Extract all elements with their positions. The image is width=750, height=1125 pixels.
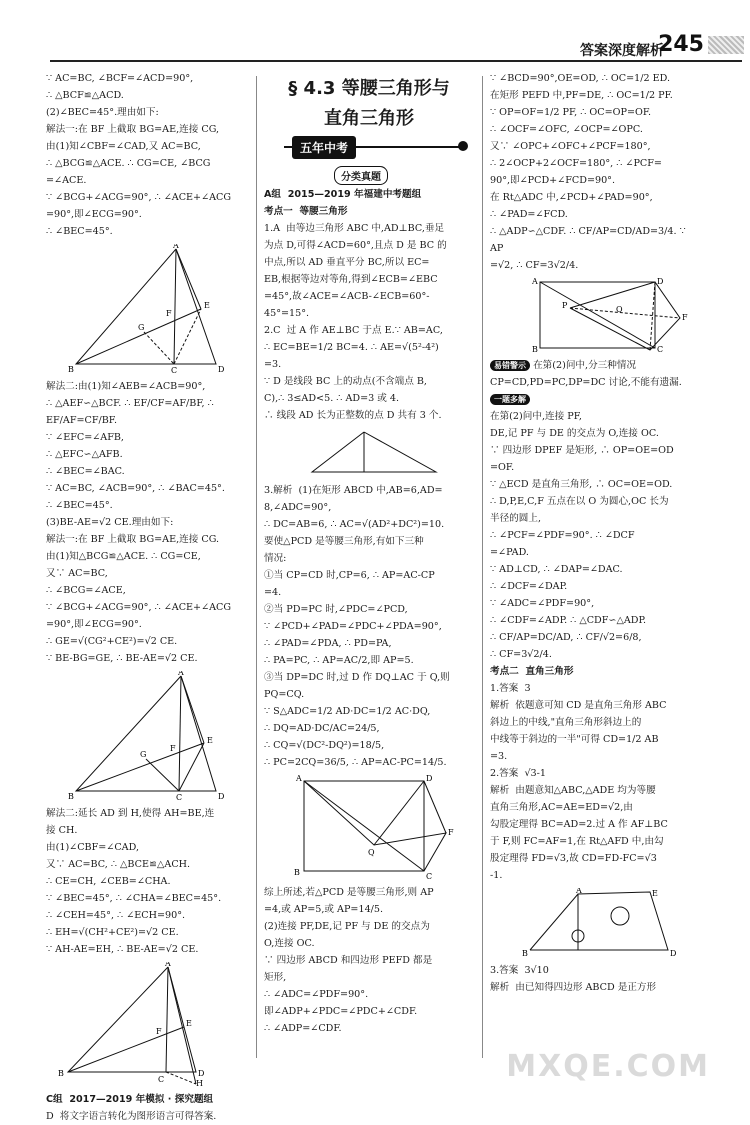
text-block — [264, 220, 474, 424]
text-line: 半径的圆上, — [490, 513, 542, 524]
column-middle — [264, 70, 474, 1037]
tip-tag-multi: 一题多解 — [490, 394, 530, 405]
svg-text:C: C — [171, 366, 178, 374]
column-right — [490, 70, 700, 996]
text-block — [490, 408, 700, 663]
column-left — [46, 70, 246, 1125]
text-line: (3)BE-AE=√2 CE.理由如下: — [46, 517, 174, 528]
svg-text:A: A — [532, 278, 538, 286]
text-line: ∵ AC=BC, ∠BCF=∠ACD=90°, — [46, 73, 194, 84]
text-line: 综上所述,若△PCD 是等腰三角形,则 AP — [264, 887, 434, 898]
svg-text:G: G — [140, 750, 147, 759]
text-line: ∴ △BCF≌△ACD. — [46, 90, 124, 101]
text-line: ∴ ∠BEC=∠BAC. — [46, 466, 125, 477]
text-line: ∴ 线段 AD 长为正整数的点 D 共有 3 个. — [264, 410, 442, 421]
text-line: 为点 D,可得∠ACD=60°,且点 D 是 BC 的 — [264, 240, 447, 251]
text-line: ∵ AH-AE=EH, ∴ BE-AE=√2 CE. — [46, 944, 199, 955]
svg-text:C: C — [426, 872, 433, 880]
text-line: 股定理得 FD=√3,故 CD=FD-FC=√3 — [490, 853, 657, 864]
text-line: ∵ S△ADC=1/2 AD·DC=1/2 AC·DQ, — [264, 706, 431, 717]
text-line: 由(1)知△BCG≌△ACE. ∴ CG=CE, — [46, 551, 201, 562]
watermark: MXQE.COM — [506, 1049, 710, 1084]
text-line: 又∵ AC=BC, ∴ △BCE≌△ACH. — [46, 859, 191, 870]
text-line: ②当 PD=PC 时,∠PDC=∠PCD, — [264, 604, 408, 615]
text-line: ∵ ∠BCG+∠ACG=90°, ∴ ∠ACE+∠ACG — [46, 602, 232, 613]
text-line: ∵ OP=OF=1/2 PF, ∴ OC=OP=OF. — [490, 107, 652, 118]
text-line: ∴ 2∠OCP+2∠OCF=180°, ∴ ∠PCF= — [490, 158, 662, 169]
text-block — [46, 378, 246, 667]
section-title: § 4.3 等腰三角形与 — [288, 78, 450, 99]
text-line: =4. — [264, 587, 282, 598]
text-line: ∴ CF=3√2/4. — [490, 649, 552, 660]
text-line: ∵ ∠BCD=90°,OE=OD, ∴ OC=1/2 ED. — [490, 73, 671, 84]
text-line: =∠ACE. — [46, 175, 87, 186]
page-header — [0, 0, 750, 70]
svg-text:H: H — [196, 1079, 203, 1087]
triangle-figure-1 — [46, 244, 246, 374]
text-line: ∵ AC=BC, ∠ACB=90°, ∴ ∠BAC=45°. — [46, 483, 225, 494]
svg-text:F: F — [166, 309, 172, 318]
text-line: 中线等于斜边的一半"可得 CD=1/2 AB — [490, 734, 659, 745]
rectangle-figure-1 — [264, 775, 474, 880]
text-line: =3. — [264, 359, 282, 370]
text-line: ③当 DP=DC 时,过 D 作 DQ⊥AC 于 Q,则 — [264, 672, 450, 683]
text-line: ∵ AD⊥CD, ∴ ∠DAP=∠DAC. — [490, 564, 623, 575]
text-line: ∴ ∠ADC=∠PDF=90°. — [264, 989, 369, 1000]
text-line: 由(1)知∠CBF=∠CAD,又 AC=BC, — [46, 141, 201, 152]
category-tag: 分类真题 — [334, 166, 388, 185]
text-line: ∴ △BCG≌△ACE. ∴ CG=CE, ∠BCG — [46, 158, 211, 169]
text-line: 要使△PCD 是等腰三角形,有如下三种 — [264, 536, 424, 547]
svg-text:E: E — [652, 889, 658, 898]
svg-text:F: F — [682, 313, 688, 322]
text-line: (2)∠BEC=45°.理由如下: — [46, 107, 159, 118]
text-line: PQ=CQ. — [264, 689, 305, 700]
text-line: ∵ ∠EFC=∠AFB, — [46, 432, 124, 443]
text-line: ∴ △EFC∽△AFB. — [46, 449, 123, 460]
svg-text:E: E — [207, 736, 213, 745]
text-line: 在第(2)问中,连接 PF, — [490, 411, 582, 422]
text-line: 1.A 由等边三角形 ABC 中,AD⊥BC,垂足 — [264, 223, 445, 234]
text-block — [264, 884, 474, 1037]
text-line: ∴ GE=√(CG²+CE²)=√2 CE. — [46, 636, 178, 647]
text-line: =45°,故∠ACE=∠ACB-∠ECB=60°- — [264, 291, 430, 302]
text-line: ∴ ∠BEC=45°. — [46, 226, 113, 237]
svg-text:A: A — [178, 671, 184, 677]
text-line: DE,记 PF 与 DE 的交点为 O,连接 OC. — [490, 428, 659, 439]
svg-text:B: B — [68, 792, 74, 801]
tip-text: 在第(2)问中,分三种情况 CP=CD,PD=PC,DP=DC 讨论,不能有遗漏. — [490, 360, 682, 388]
svg-text:F: F — [448, 828, 454, 837]
text-line: 8,∠ADC=90°, — [264, 502, 332, 513]
text-block — [490, 70, 700, 274]
text-line: ∴ ∠PAD=∠PDA, ∴ PD=PA, — [264, 638, 392, 649]
svg-text:D: D — [218, 792, 225, 801]
text-line: 解法一:在 BF 上截取 BG=AE,连接 CG, — [46, 124, 220, 135]
knowledge-point-heading: 考点一 等腰三角形 — [264, 206, 348, 217]
text-line: ∴ ∠BCG=∠ACE, — [46, 585, 126, 596]
text-line: 45°=15°. — [264, 308, 310, 319]
svg-text:C: C — [176, 793, 183, 801]
text-line: ∴ PA=PC, ∴ AP=AC/2,即 AP=5. — [264, 655, 414, 666]
quadrilateral-figure — [490, 888, 700, 958]
text-line: 解析 由已知得四边形 ABCD 是正方形 — [490, 982, 657, 993]
tip-tag-error: 易错警示 — [490, 360, 530, 371]
text-line: 直角三角形,AC=AE=ED=√2,由 — [490, 802, 633, 813]
text-line: ∴ EC=BE=1/2 BC=4. ∴ AE=√(5²-4²) — [264, 342, 439, 353]
svg-text:D: D — [670, 949, 677, 958]
text-line: ∴ DQ=AD·DC/AC=24/5, — [264, 723, 380, 734]
text-line: 即∠ADP+∠PDC=∠PDC+∠CDF. — [264, 1006, 418, 1017]
text-line: ∵ ∠BEC=45°, ∴ ∠CHA=∠BEC=45°. — [46, 893, 222, 904]
text-line: =3. — [490, 751, 508, 762]
header-rule — [50, 60, 742, 62]
text-line: 由(1)∠CBF=∠CAD, — [46, 842, 140, 853]
isosceles-figure — [264, 428, 474, 478]
svg-text:B: B — [294, 868, 300, 877]
svg-text:A: A — [296, 775, 302, 783]
svg-text:B: B — [58, 1069, 64, 1078]
text-line: 2.答案 √3-1 — [490, 768, 547, 779]
banner-label: 五年中考 — [292, 136, 356, 159]
text-line: 3.解析 (1)在矩形 ABCD 中,AB=6,AD= — [264, 485, 443, 496]
text-line: ∵ ∠PCD+∠PAD=∠PDC+∠PDA=90°, — [264, 621, 442, 632]
text-line: =4,或 AP=5,或 AP=14/5. — [264, 904, 384, 915]
group-a-heading: A组 2015—2019 年福建中考题组 — [264, 189, 422, 200]
column-divider — [482, 76, 483, 1058]
text-line: ∵ △ECD 是直角三角形, ∴ OC=OE=OD. — [490, 479, 673, 490]
text-line: 解法一:在 BF 上截取 BG=AE,连接 CG. — [46, 534, 220, 545]
text-line: 接 CH. — [46, 825, 78, 836]
text-line: ∴ ∠CDF=∠ADP. ∴ △CDF∽△ADP. — [490, 615, 647, 626]
text-line: -1. — [490, 870, 503, 881]
text-line: 解析 由题意知△ABC,△ADE 均为等腰 — [490, 785, 656, 796]
text-block — [46, 70, 246, 240]
text-line: 在 Rt△ADC 中,∠PCD+∠PAD=90°, — [490, 192, 653, 203]
header-decoration — [708, 36, 744, 54]
text-block — [264, 482, 474, 771]
text-line: 在矩形 PEFD 中,PF=DE, ∴ OC=1/2 PF. — [490, 90, 673, 101]
text-line: ∵ ∠BCG+∠ACG=90°, ∴ ∠ACE+∠ACG — [46, 192, 232, 203]
text-line: =√2, ∴ CF=3√2/4. — [490, 260, 579, 271]
rectangle-figure-2 — [490, 278, 700, 353]
text-line: ∴ ∠ADP=∠CDF. — [264, 1023, 342, 1034]
text-line: =∠PAD. — [490, 547, 529, 558]
svg-text:D: D — [198, 1069, 205, 1078]
text-line: 3.答案 3√10 — [490, 965, 549, 976]
text-line: O,连接 OC. — [264, 938, 315, 949]
text-block — [490, 962, 700, 996]
text-line: =90°,即∠ECG=90°. — [46, 619, 142, 630]
svg-text:E: E — [204, 301, 210, 310]
svg-text:E: E — [186, 1019, 192, 1028]
text-line: ∵ ∠ADC=∠PDF=90°, — [490, 598, 595, 609]
text-line: ①当 CP=CD 时,CP=6, ∴ AP=AC-CP — [264, 570, 435, 581]
text-line: 又∵ ∠OPC+∠OFC+∠PCF=180°, — [490, 141, 651, 152]
text-line: ∴ △ADP∽△CDF. ∴ CF/AP=CD/AD=3/4. ∵ AP — [490, 226, 689, 254]
text-line: 解析 依题意可知 CD 是直角三角形 ABC — [490, 700, 667, 711]
text-line: ∴ EH=√(CH²+CE²)=√2 CE. — [46, 927, 179, 938]
text-line: 90°,即∠PCD+∠FCD=90°. — [490, 175, 616, 186]
text-line: ∴ ∠CEH=45°, ∴ ∠ECH=90°. — [46, 910, 186, 921]
text-line: ∵ 四边形 DPEF 是矩形, ∴ OP=OE=OD — [490, 445, 674, 456]
svg-text:D: D — [426, 775, 433, 783]
text-line: 解法二:由(1)知∠AEB=∠ACB=90°, — [46, 381, 206, 392]
page-number: 245 — [658, 32, 704, 57]
text-line: ∴ ∠PAD=∠FCD. — [490, 209, 568, 220]
text-line: ∵ D 是线段 BC 上的动点(不含端点 B, — [264, 376, 427, 387]
text-line: ∴ CF/AP=DC/AD, ∴ CF/√2=6/8, — [490, 632, 642, 643]
svg-text:F: F — [156, 1027, 162, 1036]
svg-text:C: C — [158, 1075, 165, 1084]
banner-dot-icon — [458, 141, 468, 151]
svg-text:D: D — [218, 365, 225, 374]
text-line: 2.C 过 A 作 AE⊥BC 于点 E.∵ AB=AC, — [264, 325, 443, 336]
text-block — [490, 680, 700, 884]
text-line: 解法二:延长 AD 到 H,使得 AH=BE,连 — [46, 808, 215, 819]
svg-text:A: A — [173, 244, 179, 250]
text-line: ∴ D,P,E,C,F 五点在以 O 为圆心,OC 长为 — [490, 496, 669, 507]
text-line: 1.答案 3 — [490, 683, 531, 694]
svg-text:C: C — [657, 345, 664, 353]
section-title-line2: 直角三角形 — [324, 108, 414, 129]
svg-text:B: B — [522, 949, 528, 958]
svg-text:D: D — [657, 278, 664, 286]
text-line: 于 F,则 FC=AF=1,在 Rt△AFD 中,由勾 — [490, 836, 664, 847]
text-block — [46, 805, 246, 958]
text-line: ∴ ∠OCF=∠OFC, ∠OCP=∠OPC. — [490, 124, 643, 135]
text-line: =OF. — [490, 462, 515, 473]
svg-text:B: B — [532, 345, 538, 353]
group-c-heading: C组 2017—2019 年模拟 · 探究题组 — [46, 1094, 214, 1105]
text-line: ∵ 四边形 ABCD 和四边形 PEFD 都是 — [264, 955, 433, 966]
svg-text:F: F — [170, 744, 176, 753]
svg-text:G: G — [138, 323, 145, 332]
text-line: C),∴ 3≤AD<5. ∴ AD=3 或 4. — [264, 393, 400, 404]
text-line: ∴ ∠BEC=45°. — [46, 500, 113, 511]
column-divider — [256, 76, 257, 1058]
svg-text:A: A — [165, 962, 171, 968]
text-line: ∵ BE-BG=GE, ∴ BE-AE=√2 CE. — [46, 653, 198, 664]
text-line: (2)连接 PF,DE,记 PF 与 DE 的交点为 — [264, 921, 430, 932]
svg-text:A: A — [576, 888, 582, 895]
text-line: ∴ CE=CH, ∠CEB=∠CHA. — [46, 876, 171, 887]
svg-text:Q: Q — [368, 848, 375, 857]
text-line: =90°,即∠ECG=90°. — [46, 209, 142, 220]
triangle-figure-2 — [46, 671, 246, 801]
group-c-text: D 将文字语言转化为图形语言可得答案. — [46, 1111, 217, 1122]
exam-banner — [264, 136, 474, 158]
text-line: ∴ CQ=√(DC²-DQ²)=18/5, — [264, 740, 385, 751]
text-line: 勾股定理得 BC=AD=2.过 A 作 AF⊥BC — [490, 819, 668, 830]
triangle-figure-3 — [46, 962, 246, 1087]
text-line: 又∵ AC=BC, — [46, 568, 108, 579]
text-line: ∴ ∠PCF=∠PDF=90°. ∴ ∠DCF — [490, 530, 635, 541]
text-line: 矩形, — [264, 972, 287, 983]
header-title: 答案深度解析 — [580, 43, 664, 59]
text-line: 斜边上的中线,"直角三角形斜边上的 — [490, 717, 642, 728]
text-line: ∴ △AEF∽△BCF. ∴ EF/CF=AF/BF, ∴ EF/AF=CF/BF. — [46, 398, 217, 426]
text-line: ∴ ∠DCF=∠DAP. — [490, 581, 568, 592]
knowledge-point-heading-2: 考点二 直角三角形 — [490, 666, 574, 677]
text-line: 中点,所以 AD 垂直平分 BC,所以 EC= — [264, 257, 430, 268]
svg-text:O: O — [616, 305, 623, 314]
svg-text:B: B — [68, 365, 74, 374]
text-line: ∴ PC=2CQ=36/5, ∴ AP=AC-PC=14/5. — [264, 757, 447, 768]
text-line: ∴ DC=AB=6, ∴ AC=√(AD²+DC²)=10. — [264, 519, 445, 530]
text-line: EB,根据等边对等角,得到∠ECB=∠EBC — [264, 274, 438, 285]
svg-text:P: P — [562, 301, 568, 310]
text-line: 情况: — [264, 553, 287, 564]
